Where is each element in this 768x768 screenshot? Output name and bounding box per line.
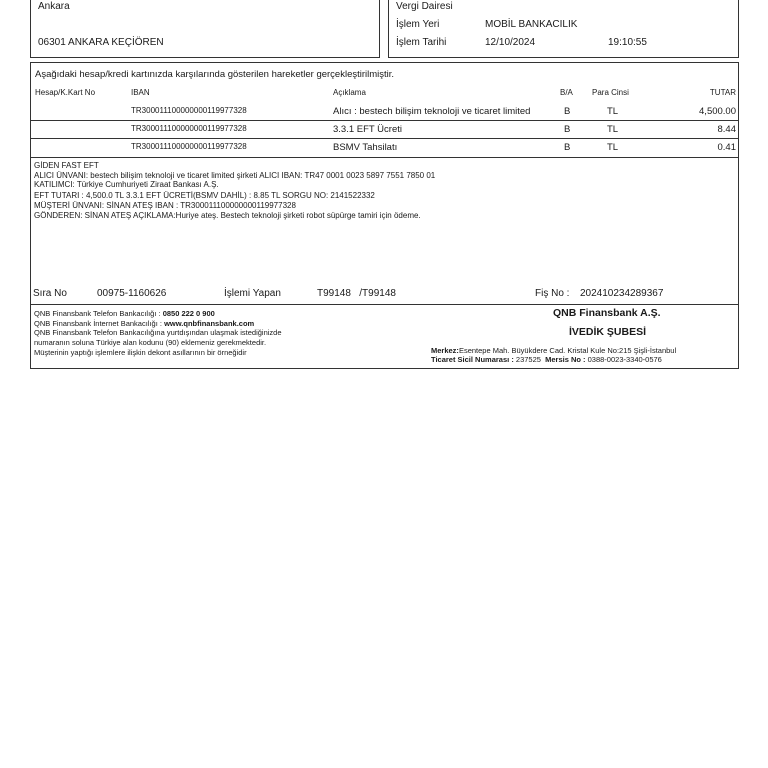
- txn-time-value: 19:10:55: [608, 37, 647, 48]
- details-line-2: ALICI ÜNVANI: bestech bilişim teknoloji ve ticaret limited şirketi ALICI IBAN: TR47 0001 0023 5897 7551 7850 01: [34, 170, 436, 180]
- table-bottom-line: [31, 157, 738, 158]
- txn-place-value: MOBİL BANKACILIK: [485, 19, 578, 30]
- row-1-desc: Alıcı : bestech bilişim teknoloji ve ticaret limited: [333, 106, 531, 117]
- row-1-ba: B: [564, 106, 571, 117]
- col-header-amount: TUTAR: [709, 88, 736, 97]
- col-header-account: Hesap/K.Kart No: [35, 88, 96, 97]
- details-line-3: KATILIMCI: Türkiye Cumhuriyeti Ziraat Bankası A.Ş.: [34, 180, 219, 189]
- details-line-4: EFT TUTARI : 4,500.0 TL 3.3.1 EFT ÜCRETİ(BSMV DAHİL) : 8.85 TL SORGU NO: 2141522332: [34, 191, 375, 200]
- row-2-desc: 3.3.1 EFT Ücreti: [333, 124, 402, 135]
- registry-line: [431, 355, 662, 364]
- tax-office-label: Vergi Dairesi: [396, 1, 453, 12]
- phone-value: 0850 222 0 900: [162, 309, 215, 318]
- sira-label: Sıra No: [33, 288, 67, 299]
- main-receipt-box: [30, 62, 739, 369]
- row-1-amount: 4,500.00: [699, 106, 736, 117]
- row-2-currency: TL: [607, 124, 619, 135]
- operator-value: T99148 /T99148: [317, 288, 396, 299]
- col-header-iban: IBAN: [131, 88, 150, 97]
- phone-label: QNB Finansbank Telefon Bankacılığı :: [34, 309, 163, 318]
- details-line-1: GİDEN FAST EFT: [34, 161, 99, 170]
- row-3-desc: BSMV Tahsilatı: [333, 142, 398, 153]
- abroad-line-2: numaranın soluna Türkiye alan kodunu (90) eklemeniz gerekmektedir.: [34, 337, 267, 347]
- hq-address: [431, 346, 676, 355]
- address-postal: 06301 ANKARA KEÇİÖREN: [38, 37, 164, 48]
- row-3-ba: B: [564, 142, 571, 153]
- txn-date-label: İşlem Tarihi: [396, 37, 447, 48]
- col-header-ba: B/A: [560, 88, 573, 97]
- txn-date-value: 12/10/2024: [485, 37, 536, 48]
- mersis-label: Mersis No :: [545, 355, 588, 364]
- row-2-iban: TR300011100000000119977328: [131, 124, 247, 133]
- row-3-amount: 0.41: [717, 142, 736, 153]
- row-3-currency: TL: [607, 142, 619, 153]
- web-label: QNB Finansbank İnternet Bankacılığı :: [34, 318, 165, 328]
- branch-name: İVEDİK ŞUBESİ: [569, 326, 647, 338]
- mersis-value: 0388-0023-3340-0576: [587, 355, 662, 364]
- hq-label: Merkez:: [431, 346, 459, 355]
- address-box: [30, 0, 380, 58]
- bank-name: QNB Finansbank A.Ş.: [553, 307, 661, 319]
- details-line-5: MÜŞTERİ ÜNVANI: SİNAN ATEŞ IBAN : TR300011100000000119977328: [34, 201, 296, 210]
- receipt-label: Fiş No :: [535, 288, 570, 299]
- registry-label: Ticaret Sicil Numarası :: [431, 355, 516, 364]
- sira-value: 00975-1160626: [97, 288, 167, 299]
- operator-label: İşlemi Yapan: [224, 288, 281, 299]
- row-1-iban: TR300011100000000119977328: [131, 106, 247, 115]
- row-2-amount: 8.44: [717, 124, 736, 135]
- statement-text: Aşağıdaki hesap/kredi kartınızda karşılarında gösterilen hareketler gerçekleştirilmiştir.: [35, 69, 395, 80]
- col-header-currency: Para Cinsi: [592, 88, 629, 97]
- phone-line: [34, 309, 215, 318]
- transaction-info-box: [388, 0, 739, 58]
- row-2-ba: B: [564, 124, 571, 135]
- row-1-currency: TL: [607, 106, 619, 117]
- row-divider: [31, 120, 738, 121]
- txn-place-label: İşlem Yeri: [396, 19, 440, 30]
- footer-divider: [31, 304, 738, 305]
- details-line-6: GÖNDEREN: SİNAN ATEŞ AÇIKLAMA:Huriye ateş. Bestech teknoloji şirketi robot süpürge tamiri için ödeme.: [34, 211, 421, 220]
- row-divider: [31, 138, 738, 139]
- abroad-line-1: QNB Finansbank Telefon Bankacılığına yurtdışından ulaşmak istediğinizde: [34, 328, 282, 337]
- receipt-value: 202410234289367: [580, 288, 664, 299]
- registry-value: 237525: [515, 355, 541, 364]
- web-line: [34, 319, 254, 328]
- dekont-note: Müşterinin yaptığı işlemlere ilişkin dekont asıllarının bir örneğidir: [34, 348, 247, 357]
- web-value: www.qnbfinansbank.com: [164, 318, 255, 328]
- hq-value: Esentepe Mah. Büyükdere Cad. Kristal Kule No:215 Şişli-İstanbul: [458, 346, 677, 355]
- address-city: Ankara: [38, 1, 70, 12]
- row-3-iban: TR300011100000000119977328: [131, 142, 247, 151]
- col-header-desc: Açıklama: [333, 88, 366, 97]
